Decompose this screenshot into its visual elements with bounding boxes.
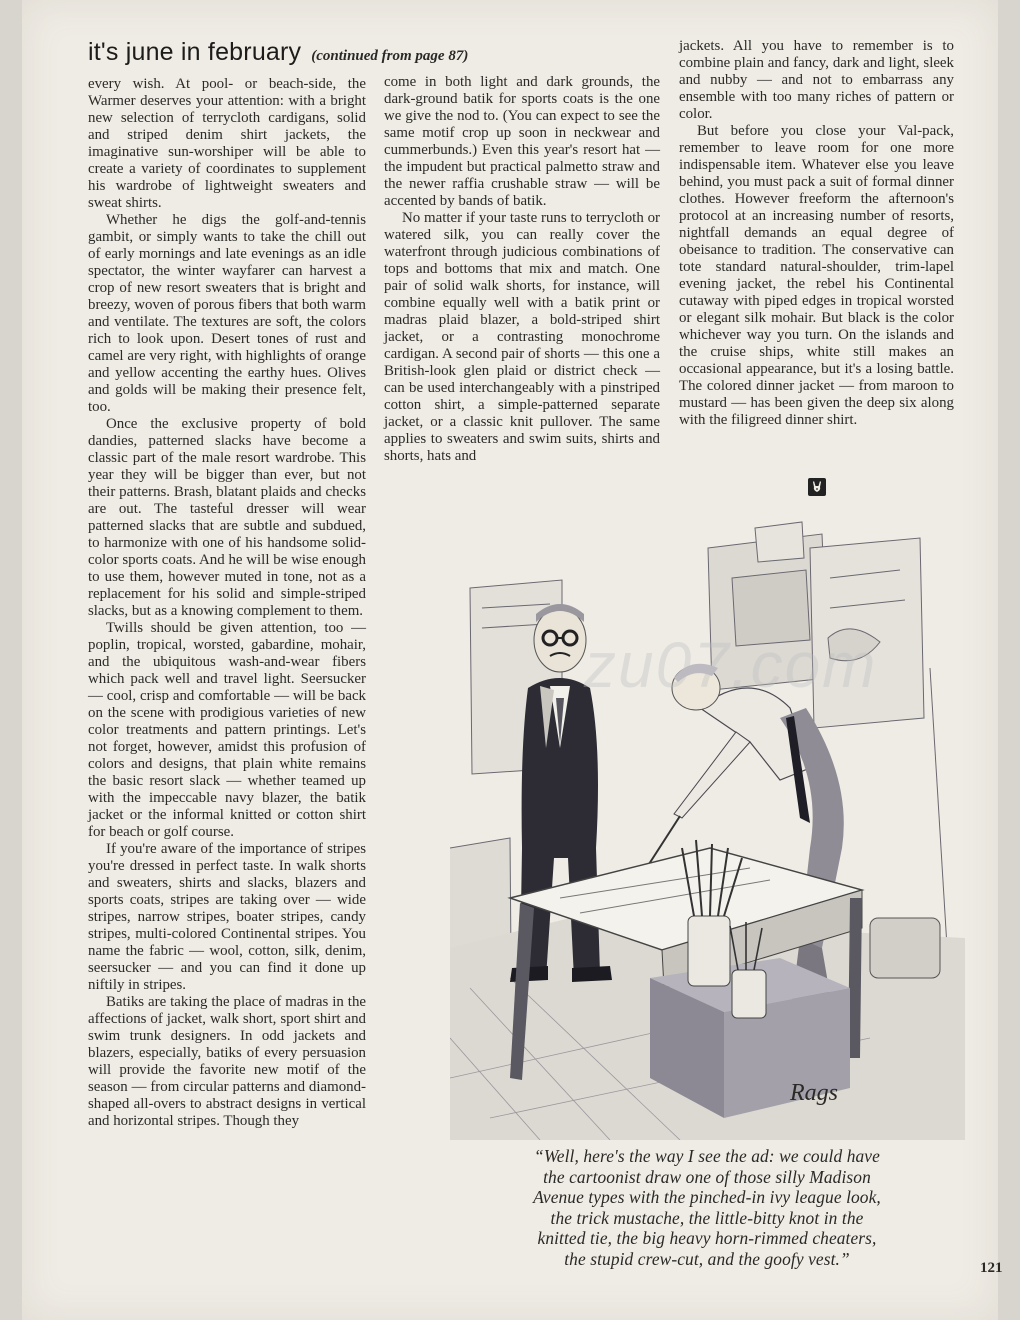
caption-line: the cartoonist draw one of those silly Madison [543, 1166, 871, 1187]
watermark: zu07.com [584, 629, 878, 701]
paragraph: Whether he digs the golf-and-tennis gambit, or simply wants to take the chill out of early mornings and late evenings as an idle spectator, the winter wayfarer can harvest a crop of new resort sweaters that is bright and breezy, woven of porous fibers that both warm and ventilate. The textures are soft, the colors rich to look upon. Desert tones of rust and camel are very right, with highlights of orange and yellow accenting the earthy hues. Olives and golds will be making their presence felt, too. [88, 212, 366, 415]
paragraph: Batiks are taking the place of madras in the affections of jacket, walk short, sport shirt and swim trunk designers. In odd jackets and blazers, especially, batiks of every persuasion will provide the favorite new motif of the season — from circular patterns and diamond-shaped all-overs to abstract designs in vertical and horizontal stripes. Though they [88, 994, 366, 1129]
rabbit-end-mark-icon [808, 478, 826, 496]
text-column-2 [384, 74, 660, 465]
caption-line: knitted tie, the big heavy horn-rimmed cheaters, [537, 1228, 877, 1248]
cartoon-illustration [450, 518, 965, 1140]
caption-line: Avenue types with the pinched-in ivy league look, [533, 1187, 881, 1207]
paragraph: Twills should be given attention, too — poplin, tropical, worsted, gabardine, mohair, and the ubiquitous wash-and-wear fibers which pack well and travel light. Seersucker — cool, crisp and comfortable — will be back on the scene with prodigious varieties of new color treatments and pattern printings. Let's not forget, however, amidst this profusion of colors and designs, that plain white remains the basic resort slack — whether teamed up with the impeccable navy blazer, the batik jacket or the informal knitted or cotton shirt for beach or golf course. [88, 620, 366, 840]
paragraph: If you're aware of the importance of stripes you're dressed in perfect taste. In walk shorts and sweaters, shirts and slacks, blazers and sports coats, stripes are taking over — wide stripes, narrow stripes, boater stripes, candy stripes, multi-colored Continental stripes. You name the fabric — wool, cotton, silk, denim, seersucker — and you can find it done up niftily in stripes. [88, 841, 366, 993]
paragraph: jackets. All you have to remember is to combine plain and fancy, dark and light, sleek and nubby — and not to embarrass any ensemble with too many riches of pattern or color. [679, 38, 954, 122]
paragraph: But before you close your Val-pack, remember to leave room for one more indispensable item. Whatever else you leave behind, you must pack a suit of formal dinner clothes. However freeform the afternoon's protocol at an increasing number of resorts, nightfall demands an equal degree of obeisance to tradition. The conservative can tote standard natural-shoulder, trim-lapel evening jacket, the rebel his Continental cutaway with piped edges in tropical worsted or elegant silk mohair. But black is the color whichever way you turn. On the islands and the cruise ships, white still makes an occasional appearance, but it's a losing battle. The colored dinner jacket — from maroon to mustard — has been given the deep six along with the filigreed dinner shirt. [679, 123, 954, 428]
caption-line: the trick mustache, the little-bitty knot in the [550, 1207, 864, 1228]
paragraph: every wish. At pool- or beach-side, the Warmer deserves your attention: with a bright new selection of terrycloth cardigans, solid and striped denim shirt jackets, the imaginative sun-worshiper will be able to create a variety of coordinates to supplement his wardrobe of lightweight sweaters and sweat shirts. [88, 76, 366, 211]
text-column-1 [88, 76, 366, 1130]
caption-line: the stupid crew-cut, and the goofy vest.” [564, 1248, 850, 1269]
magazine-page [22, 0, 1003, 1320]
text-column-3 [679, 38, 954, 429]
artist-signature: Rags [790, 1080, 838, 1106]
page-number: 121 [980, 1260, 1003, 1276]
caption-line: “Well, here's the way I see the ad: we could have [534, 1146, 880, 1166]
paragraph: come in both light and dark grounds, the dark-ground batik for sports coats is the one we give the nod to. (You can expect to see the same motif crop up soon in neckwear and cummerbunds.) Even this year's resort hat — the impudent but practical palmetto straw and the newer raffia crushable straw — will be accented by bands of batik. [384, 74, 660, 209]
paragraph: No matter if your taste runs to terrycloth or watered silk, you can really cover the waterfront through judicious combinations of tops and bottoms that mix and match. One pair of solid walk shorts, for instance, will combine equally well with a batik print or madras plaid blazer, a bold-striped shirt jacket, or a contrasting monochrome cardigan. A second pair of shorts — this one a British-look glen plaid or district check — can be used interchangeably with a pinstriped cotton shirt, a simple-patterned separate jacket, or a classic knit pullover. The same applies to sweaters and swim suits, shirts and shorts, hats and [384, 210, 660, 464]
continued-note: (continued from page 87) [311, 48, 469, 64]
article-title: it's june in february [88, 38, 302, 66]
paragraph: Once the exclusive property of bold dandies, patterned slacks have become a classic part of the male resort wardrobe. This year they will be bigger than ever, but not their patterns. Brash, blatant plaids and checks are out. The tasteful dresser will wear patterned slacks that are subtle and subdued, to harmonize with one of his handsome solid-color sports coats. And he will be wise enough to use them, however muted in tone, not as a replacement for his solid and simple-striped slacks, but as a knowing complement to them. [88, 416, 366, 619]
cartoon-caption [452, 1146, 962, 1269]
article-heading [88, 38, 468, 67]
